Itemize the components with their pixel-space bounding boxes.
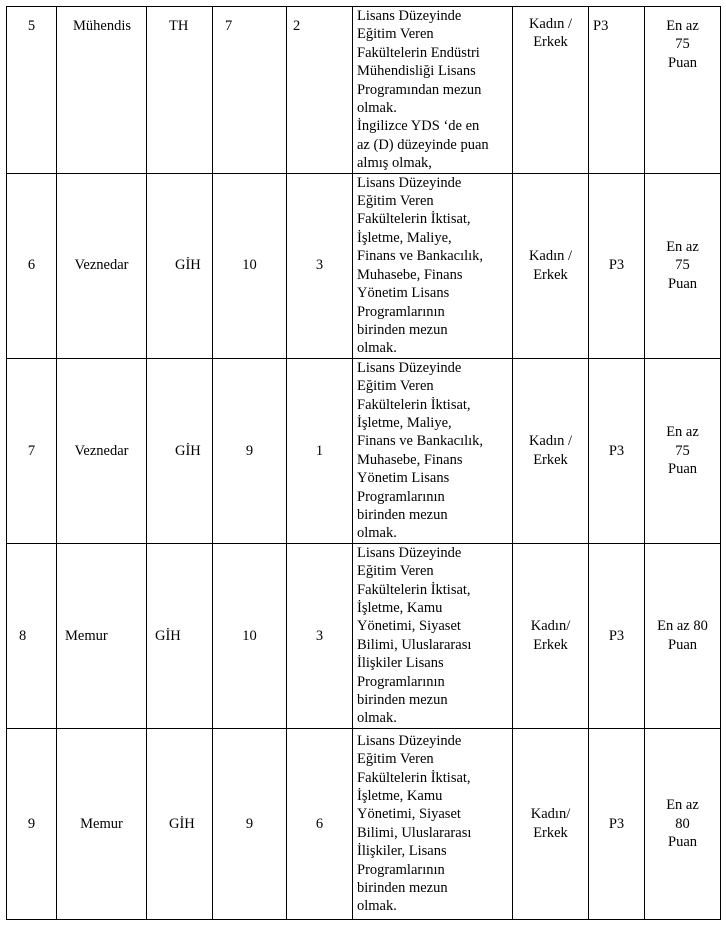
- min-points-cell: [645, 7, 721, 174]
- position-count: 2: [287, 7, 353, 174]
- qualification-line: Bilimi, Uluslararası: [357, 824, 472, 841]
- gender-line: Kadın /: [528, 433, 573, 450]
- positions-table: [6, 6, 721, 920]
- qualification-line: olmak.: [357, 710, 397, 727]
- qualification-line: Eğitim Veren: [357, 563, 434, 580]
- qualification-line: birinden mezun: [357, 880, 448, 897]
- position-degree: 9: [213, 728, 287, 919]
- position-degree: 7: [213, 7, 287, 174]
- qualification-line: az (D) düzeyinde puan: [357, 136, 489, 153]
- qualification-text: [353, 173, 513, 358]
- position-title: Memur: [57, 543, 147, 728]
- position-degree: 10: [213, 543, 287, 728]
- position-title: Memur: [57, 728, 147, 919]
- qualification-line: Programlarının: [357, 303, 445, 320]
- qualification-line: Fakültelerin İktisat,: [357, 211, 471, 228]
- points-line: Puan: [668, 275, 697, 292]
- qualification-line: olmak.: [357, 525, 397, 542]
- position-class: GİH: [147, 358, 213, 543]
- qualification-line: Yönetimi, Siyaset: [357, 618, 461, 635]
- qualification-line: Fakültelerin İktisat,: [357, 581, 471, 598]
- points-line: 80: [675, 815, 690, 832]
- table-row: [7, 7, 721, 174]
- position-class: GİH: [147, 728, 213, 919]
- score-type: P3: [589, 7, 645, 174]
- position-degree: 9: [213, 358, 287, 543]
- table-row: [7, 728, 721, 919]
- points-line: En az 80: [657, 618, 708, 635]
- gender-line: Kadın/: [530, 806, 571, 823]
- qualification-line: birinden mezun: [357, 692, 448, 709]
- qualification-line: İlişkiler Lisans: [357, 655, 444, 672]
- qualification-line: İşletme, Kamu: [357, 788, 443, 805]
- position-class: GİH: [147, 173, 213, 358]
- gender-line: Erkek: [533, 34, 568, 51]
- gender-cell: [513, 358, 589, 543]
- qualification-line: Eğitim Veren: [357, 26, 434, 43]
- score-type: P3: [589, 728, 645, 919]
- points-line: En az: [666, 18, 699, 34]
- score-type: P3: [589, 173, 645, 358]
- min-points-cell: [645, 543, 721, 728]
- gender-line: Erkek: [533, 636, 568, 653]
- score-type: P3: [589, 543, 645, 728]
- qualification-line: Lisans Düzeyinde: [357, 544, 462, 561]
- qualification-line: Programlarının: [357, 673, 445, 690]
- qualification-line: olmak.: [357, 340, 397, 357]
- points-line: En az: [666, 424, 699, 441]
- points-line: Puan: [668, 834, 697, 851]
- table-row: [7, 173, 721, 358]
- qualification-line: Lisans Düzeyinde: [357, 732, 462, 749]
- points-line: En az: [666, 239, 699, 256]
- qualification-line: birinden mezun: [357, 506, 448, 523]
- position-count: 1: [287, 358, 353, 543]
- qualification-line: Lisans Düzeyinde: [357, 8, 462, 24]
- position-degree: 10: [213, 173, 287, 358]
- qualification-line: Lisans Düzeyinde: [357, 174, 462, 191]
- min-points-cell: [645, 728, 721, 919]
- gender-cell: [513, 543, 589, 728]
- qualification-line: İşletme, Kamu: [357, 600, 443, 616]
- points-line: Puan: [668, 460, 697, 477]
- qualification-text: [353, 543, 513, 728]
- qualification-line: Muhasebe, Finans: [357, 451, 463, 468]
- qualification-line: Programından mezun: [357, 81, 482, 98]
- position-count: 3: [287, 173, 353, 358]
- points-line: Puan: [668, 636, 697, 653]
- qualification-line: Eğitim Veren: [357, 378, 434, 395]
- points-line: 75: [675, 442, 690, 459]
- qualification-text: [353, 728, 513, 919]
- qualification-line: İşletme, Maliye,: [357, 229, 452, 246]
- gender-line: Kadın /: [528, 16, 573, 32]
- qualification-line: Bilimi, Uluslararası: [357, 636, 472, 653]
- qualification-text: [353, 358, 513, 543]
- position-count: 6: [287, 728, 353, 919]
- gender-line: Erkek: [533, 266, 568, 283]
- gender-line: Erkek: [533, 451, 568, 468]
- row-number: 6: [7, 173, 57, 358]
- qualification-line: Yönetim Lisans: [357, 470, 450, 487]
- qualification-line: Mühendisliği Lisans: [357, 63, 476, 80]
- points-line: 75: [675, 257, 690, 274]
- qualification-line: Yönetim Lisans: [357, 285, 450, 302]
- table-row: [7, 358, 721, 543]
- qualification-line: İlişkiler, Lisans: [357, 843, 447, 860]
- position-class: GİH: [147, 543, 213, 728]
- row-number: 9: [7, 728, 57, 919]
- row-number: 8: [7, 543, 57, 728]
- qualification-line: almış olmak,: [357, 155, 432, 172]
- qualification-line: birinden mezun: [357, 321, 448, 338]
- points-line: Puan: [668, 54, 697, 71]
- qualification-line: Finans ve Bankacılık,: [357, 248, 484, 265]
- qualification-line: Eğitim Veren: [357, 751, 434, 768]
- qualification-line: İşletme, Maliye,: [357, 414, 452, 431]
- qualification-line: Muhasebe, Finans: [357, 266, 463, 283]
- qualification-line: olmak.: [357, 100, 397, 117]
- qualification-line: İngilizce YDS ‘de en: [357, 118, 480, 135]
- qualification-line: Programlarının: [357, 488, 445, 505]
- qualification-line: Finans ve Bankacılık,: [357, 433, 484, 450]
- qualification-line: olmak.: [357, 898, 397, 915]
- row-number: 7: [7, 358, 57, 543]
- qualification-line: Lisans Düzeyinde: [357, 359, 462, 376]
- gender-line: Kadın/: [530, 618, 571, 635]
- qualification-text: [353, 7, 513, 174]
- position-title: Veznedar: [57, 358, 147, 543]
- points-line: En az: [666, 797, 699, 814]
- min-points-cell: [645, 173, 721, 358]
- score-type: P3: [589, 358, 645, 543]
- qualification-line: Fakültelerin İktisat,: [357, 396, 471, 413]
- gender-line: Erkek: [533, 824, 568, 841]
- gender-line: Kadın /: [528, 248, 573, 265]
- position-title: Mühendis: [57, 7, 147, 174]
- gender-cell: [513, 728, 589, 919]
- min-points-cell: [645, 358, 721, 543]
- qualification-line: Programlarının: [357, 861, 445, 878]
- qualification-line: Yönetimi, Siyaset: [357, 806, 461, 823]
- position-count: 3: [287, 543, 353, 728]
- qualification-line: Fakültelerin İktisat,: [357, 769, 471, 786]
- position-title: Veznedar: [57, 173, 147, 358]
- gender-cell: [513, 173, 589, 358]
- points-line: 75: [675, 36, 690, 53]
- qualification-line: Eğitim Veren: [357, 193, 434, 210]
- table-row: [7, 543, 721, 728]
- row-number: 5: [7, 7, 57, 174]
- position-class: TH: [147, 7, 213, 174]
- gender-cell: [513, 7, 589, 174]
- qualification-line: Fakültelerin Endüstri: [357, 44, 480, 61]
